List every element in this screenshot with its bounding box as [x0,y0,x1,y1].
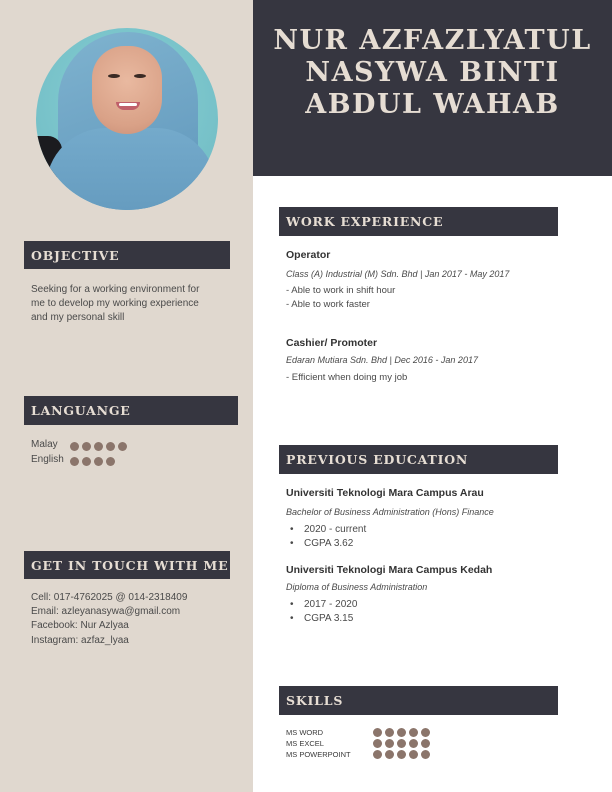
rating-dot-icon [397,750,406,759]
rating-dot-icon [385,739,394,748]
objective-heading: OBJECTIVE [24,241,230,269]
rating-dot-icon [82,442,91,451]
name-line-2: NASYWA BINTI [305,57,560,88]
contact-cell: Cell: 017-4762025 @ 014-2318409 [31,592,188,603]
rating-dot-icon [106,457,115,466]
school-program: Bachelor of Business Administration (Hons) Finance [286,507,494,517]
work-experience-heading: WORK EXPERIENCE [279,207,558,236]
objective-line: Seeking for a working environment for [31,284,200,295]
job-company: Class (A) Industrial (M) Sdn. Bhd | Jan 2017 - May 2017 [286,269,510,279]
job-title: Cashier/ Promoter [286,337,378,349]
job-point: - Efficient when doing my job [286,372,408,383]
rating-dot-icon [385,750,394,759]
contact-facebook: Facebook: Nur Azlyaa [31,620,129,631]
contact-email[interactable]: Email: azleyanasywa@gmail.com [31,606,181,617]
job-point: - Able to work in shift hour [286,285,396,296]
contact-instagram: Instagram: azfaz_lyaa [31,635,129,646]
rating-dot-icon [94,442,103,451]
skill-label-powerpoint: MS POWERPOINT [286,750,351,759]
school-point: • CGPA 3.15 [304,612,353,626]
language-label-english: English [31,454,64,465]
rating-dot-icon [106,442,115,451]
job-title: Operator [286,249,331,261]
school-point: • 2020 - current [304,523,366,537]
photo-drape [46,128,216,210]
language-rating-malay [70,442,127,451]
rating-dot-icon [373,728,382,737]
school-program: Diploma of Business Administration [286,582,428,592]
school-name: Universiti Teknologi Mara Campus Kedah [286,564,493,576]
objective-line: me to develop my working experience [31,298,199,309]
school-name: Universiti Teknologi Mara Campus Arau [286,487,484,499]
rating-dot-icon [409,750,418,759]
school-point: • CGPA 3.62 [304,537,353,551]
rating-dot-icon [94,457,103,466]
education-heading: PREVIOUS EDUCATION [279,445,558,474]
profile-photo [36,28,218,210]
rating-dot-icon [70,457,79,466]
rating-dot-icon [421,739,430,748]
school-point: • 2017 - 2020 [304,598,357,612]
name-line-3: ABDUL WAHAB [305,89,560,120]
rating-dot-icon [421,750,430,759]
job-company: Edaran Mutiara Sdn. Bhd | Dec 2016 - Jan 2017 [286,355,478,365]
skill-label-word: MS WORD [286,728,324,737]
rating-dot-icon [82,457,91,466]
skills-heading: SKILLS [279,686,558,715]
page-title [253,25,612,121]
rating-dot-icon [385,728,394,737]
rating-dot-icon [373,739,382,748]
rating-dot-icon [397,739,406,748]
skill-rating-powerpoint [373,750,430,759]
language-rating-english [70,457,115,466]
language-heading: LANGUANGE [24,396,238,425]
rating-dot-icon [118,442,127,451]
language-label-malay: Malay [31,439,58,450]
skill-label-excel: MS EXCEL [286,739,324,748]
rating-dot-icon [409,728,418,737]
photo-eye [134,74,146,78]
photo-eye [108,74,120,78]
skill-rating-word [373,728,430,737]
contact-heading: GET IN TOUCH WITH ME [24,551,230,579]
rating-dot-icon [397,728,406,737]
job-point: - Able to work faster [286,299,370,310]
photo-face [92,46,162,134]
rating-dot-icon [373,750,382,759]
rating-dot-icon [70,442,79,451]
name-line-1: NUR AZFAZLYATUL [273,25,592,56]
rating-dot-icon [409,739,418,748]
rating-dot-icon [421,728,430,737]
objective-line: and my personal skill [31,312,125,323]
skill-rating-excel [373,739,430,748]
